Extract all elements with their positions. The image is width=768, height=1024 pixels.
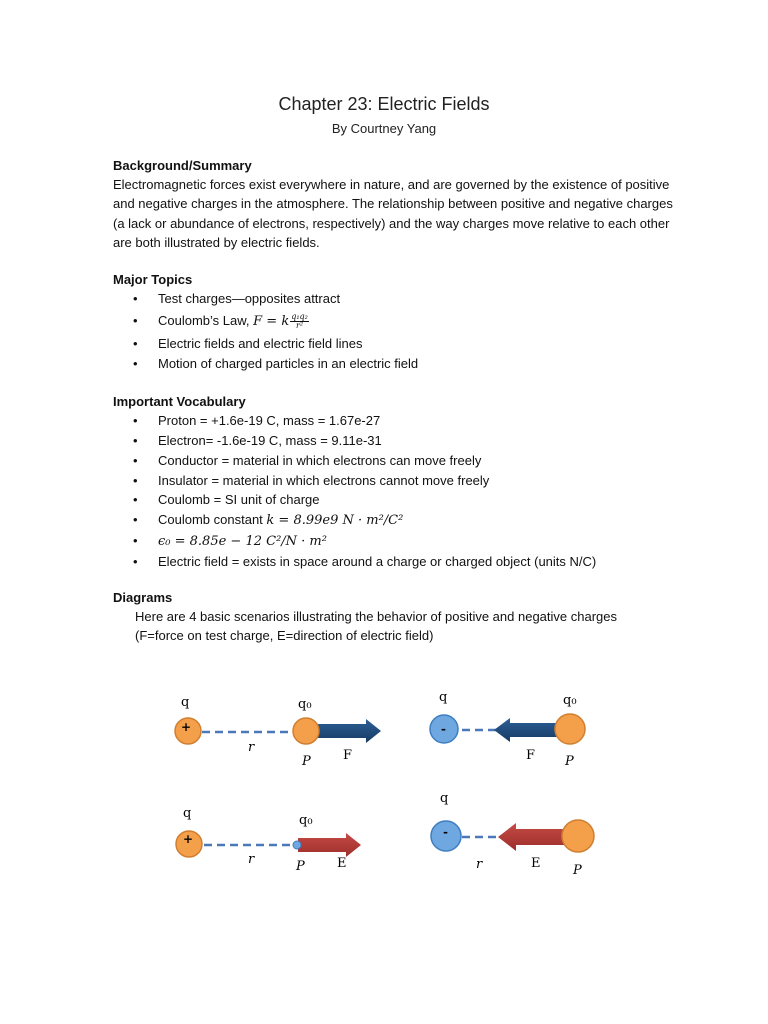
vocab-conductor: Conductor = material in which electrons can move freely (158, 452, 482, 468)
vocab-coulomb-constant-label: Coulomb constant (158, 512, 267, 528)
label-E: E (337, 856, 347, 871)
vocab-electron: Electron= -1.6e-19 C, mass = 9.11e-31 (158, 433, 382, 448)
vocab-electric-field: Electric field = exists in space around a charge or charged object (units N/C) (158, 553, 597, 569)
coulomb-equation-lhs: F = k (253, 314, 290, 329)
scenario-positive-force (175, 695, 381, 769)
vocab-insulator: Insulator = material in which electrons cannot move freely (158, 472, 490, 488)
label-q: q (181, 695, 190, 710)
plus-sign: + (181, 720, 192, 734)
plus-sign: + (183, 832, 194, 846)
diagrams-intro-line2: (F=force on test charge, E=direction of electric field) (135, 628, 434, 644)
label-q0: q₀ (298, 697, 312, 712)
vocab-proton: Proton = +1.6e-19 C, mass = 1.67e-27 (158, 413, 381, 429)
label-P: P (296, 859, 305, 874)
label-F: F (526, 748, 536, 763)
label-r: r (248, 852, 255, 867)
minus-sign: - (441, 722, 446, 736)
field-arrow (298, 833, 361, 857)
coulomb-constant-equation: k = 8.99e9 N · m²/C² (266, 513, 404, 529)
scenario-negative-field (431, 791, 594, 878)
diagrams-intro-line1: Here are 4 basic scenarios illustrating the behavior of positive and negative charges (135, 609, 617, 625)
topics-heading: Major Topics (113, 272, 193, 287)
topic-coulomb-label: Coulomb’s Law, (158, 313, 254, 328)
permittivity-equation: ϵ₀ = 8.85e − 12 C²/N · m² (158, 533, 327, 549)
scenario-negative-force (430, 690, 585, 769)
minus-sign: - (443, 825, 448, 839)
label-E: E (531, 856, 541, 871)
test-charge (293, 718, 319, 744)
label-q0: q₀ (563, 693, 577, 708)
label-q: q (183, 806, 192, 821)
test-charge (562, 820, 594, 852)
label-P: P (573, 863, 582, 878)
coulomb-numerator: q₁q₂ (291, 312, 308, 322)
test-charge (555, 714, 585, 744)
label-F: F (343, 748, 353, 763)
label-P: P (302, 754, 311, 769)
topic-field-lines: Electric fields and electric field lines (158, 336, 363, 351)
topic-test-charges: Test charges—opposites attract (158, 291, 341, 307)
author-byline: By Courtney Yang (331, 121, 437, 136)
force-arrow (318, 719, 381, 743)
topic-motion: Motion of charged particles in an electric field (158, 355, 419, 371)
vocab-coulomb: Coulomb = SI unit of charge (158, 492, 320, 508)
label-P: P (565, 754, 574, 769)
label-q: q (440, 791, 449, 806)
scenario-positive-field (176, 806, 361, 874)
label-q: q (439, 690, 448, 705)
field-arrow (498, 823, 570, 851)
label-q0: q₀ (299, 813, 313, 828)
label-r: r (248, 740, 255, 755)
coulomb-denominator: r² (296, 321, 304, 331)
field-point (293, 841, 301, 849)
vocabulary-heading: Important Vocabulary (113, 394, 246, 409)
page-title: Chapter 23: Electric Fields (278, 94, 490, 114)
background-heading: Background/Summary (113, 158, 252, 173)
diagrams-heading: Diagrams (113, 590, 173, 605)
label-r: r (476, 857, 483, 872)
background-text: Electromagnetic forces exist everywhere in nature, and are governed by the existence of positive and negative charges in the atmosphere. The relationship between positive and negative charges (a lack or abundance of electrons, respectively) and the way charges move relative to each other are both illustrated by electric fields. (113, 177, 673, 250)
force-arrow (494, 718, 560, 742)
